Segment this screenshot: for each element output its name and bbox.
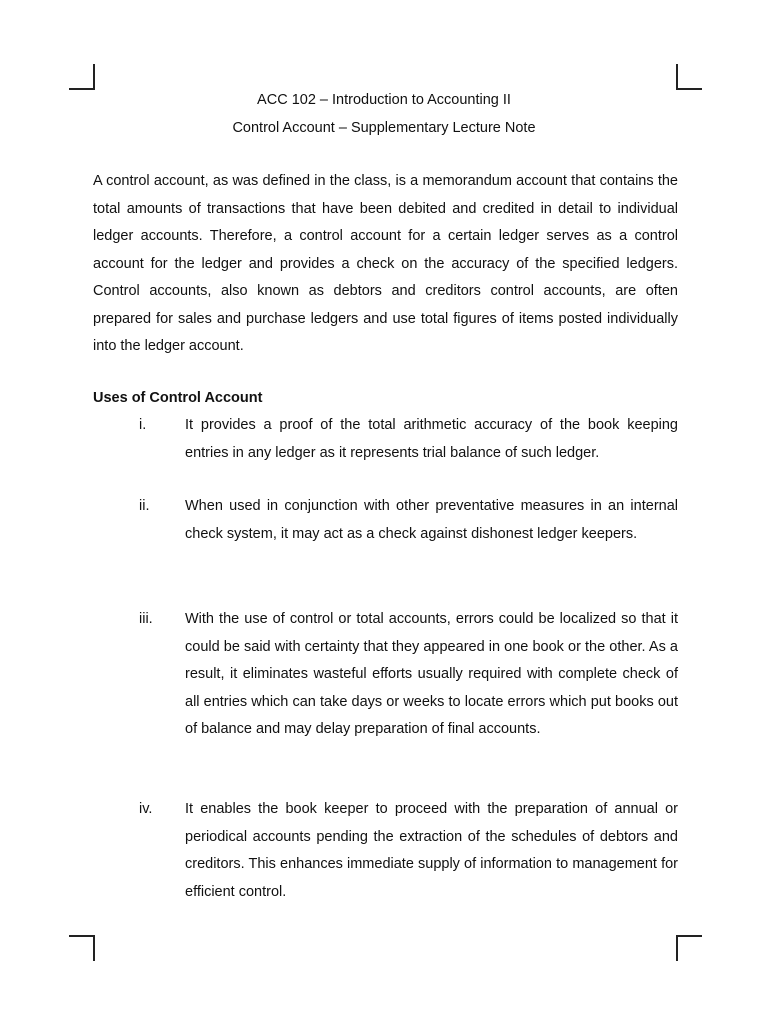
list-item-text: It provides a proof of the total arithmetic accuracy of the book keeping entries in any ledger as it represents trial balance of such ledger. xyxy=(185,417,678,461)
document-subtitle: Control Account – Supplementary Lecture Note xyxy=(232,120,536,136)
crop-mark-top-right xyxy=(676,64,702,90)
list-item-numeral: iii. xyxy=(139,611,153,627)
crop-mark-top-left xyxy=(69,64,95,90)
crop-mark-bottom-right xyxy=(676,935,702,961)
list-item-numeral: ii. xyxy=(139,498,150,514)
list-item-text: It enables the book keeper to proceed with the preparation of annual or periodical accounts pending the extraction of the schedules of debtors and creditors. This enhances immediate supply of information to management for efficient control. xyxy=(185,801,678,900)
list-item-text: With the use of control or total accounts, errors could be localized so that it could be said with certainty that they appeared in one book or the other. As a result, it eliminates wasteful efforts usually required with complete check of all entries which can take days or weeks to locate errors which put books out of balance and may delay preparation of final accounts. xyxy=(185,611,678,737)
list-item-text: When used in conjunction with other preventative measures in an internal check system, it may act as a check against dishonest ledger keepers. xyxy=(185,498,678,542)
intro-paragraph: A control account, as was defined in the class, is a memorandum account that contains the total amounts of transactions that have been debited and credited in detail to individual ledger accounts. Therefore, a control account for a certain ledger serves as a control account for the ledger and provides a check on the accuracy of the specified ledgers. Control accounts, also known as debtors and creditors control accounts, are often prepared for sales and purchase ledgers and use total figures of items posted individually into the ledger account. xyxy=(93,173,678,354)
crop-mark-bottom-left xyxy=(69,935,95,961)
document-title: ACC 102 – Introduction to Accounting II xyxy=(257,92,511,108)
section-heading: Uses of Control Account xyxy=(93,390,263,406)
list-item-numeral: iv. xyxy=(139,801,153,817)
list-item-numeral: i. xyxy=(139,417,147,433)
